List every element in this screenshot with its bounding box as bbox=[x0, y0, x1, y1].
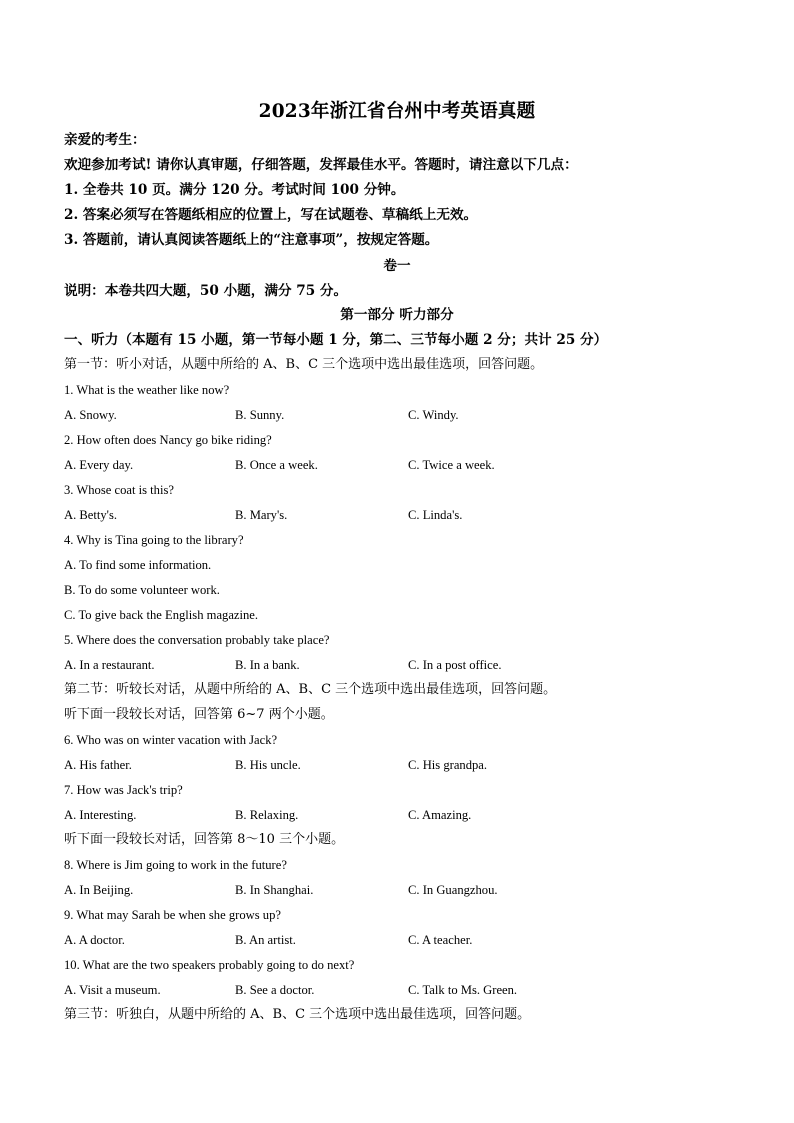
q10-option-a: A. Visit a museum. bbox=[64, 983, 161, 997]
q6-option-b: B. His uncle. bbox=[235, 758, 301, 772]
q1-option-b: B. Sunny. bbox=[235, 408, 285, 422]
question-5: 5. Where does the conversation probably take place? bbox=[64, 633, 330, 647]
q6-option-a: A. His father. bbox=[64, 758, 132, 772]
part-label: 第一部分 听力部分 bbox=[340, 307, 454, 323]
q9-option-a: A. A doctor. bbox=[64, 933, 125, 947]
q2-option-b: B. Once a week. bbox=[235, 458, 318, 472]
dialog2-instruction: 听下面一段较长对话，回答第 8～10 三个小题。 bbox=[64, 832, 345, 847]
section1-instruction: 第一节：听小对话，从题中所给的 A、B、C 三个选项中选出最佳选项，回答问题。 bbox=[64, 357, 544, 372]
volume-label: 卷一 bbox=[383, 258, 411, 274]
note-3: 3. 答题前，请认真阅读答题纸上的“注意事项”，按规定答题。 bbox=[64, 232, 439, 248]
greeting: 亲爱的考生： bbox=[64, 132, 146, 148]
q10-option-c: C. Talk to Ms. Green. bbox=[408, 983, 518, 997]
question-10: 10. What are the two speakers probably going to do next? bbox=[64, 958, 355, 972]
question-3: 3. Whose coat is this? bbox=[64, 483, 174, 497]
q7-option-a: A. Interesting. bbox=[64, 808, 137, 822]
q8-option-c: C. In Guangzhou. bbox=[408, 883, 498, 897]
q7-option-c: C. Amazing. bbox=[408, 808, 472, 822]
q5-option-c: C. In a post office. bbox=[408, 658, 502, 672]
question-1: 1. What is the weather like now? bbox=[64, 383, 230, 397]
section3-instruction: 第三节：听独白，从题中所给的 A、B、C 三个选项中选出最佳选项，回答问题。 bbox=[64, 1007, 531, 1022]
q1-option-c: C. Windy. bbox=[408, 408, 459, 422]
section-heading: 一、听力（本题有 15 小题，第一节每小题 1 分，第二、三节每小题 2 分；共计 25 分） bbox=[64, 332, 608, 348]
page-title: 2023年浙江省台州中考英语真题 bbox=[258, 101, 536, 122]
q5-option-a: A. In a restaurant. bbox=[64, 658, 155, 672]
q10-option-b: B. See a doctor. bbox=[235, 983, 315, 997]
q9-option-b: B. An artist. bbox=[235, 933, 296, 947]
note-1: 1. 全卷共 10 页。满分 120 分。考试时间 100 分钟。 bbox=[64, 182, 405, 198]
q3-option-b: B. Mary's. bbox=[235, 508, 288, 522]
q4-option-c: C. To give back the English magazine. bbox=[64, 608, 259, 622]
q4-option-a: A. To find some information. bbox=[64, 558, 212, 572]
question-4: 4. Why is Tina going to the library? bbox=[64, 533, 244, 547]
q7-option-b: B. Relaxing. bbox=[235, 808, 299, 822]
q5-option-b: B. In a bank. bbox=[235, 658, 300, 672]
question-9: 9. What may Sarah be when she grows up? bbox=[64, 908, 281, 922]
question-6: 6. Who was on winter vacation with Jack? bbox=[64, 733, 278, 747]
q2-option-c: C. Twice a week. bbox=[408, 458, 495, 472]
q6-option-c: C. His grandpa. bbox=[408, 758, 488, 772]
q3-option-c: C. Linda's. bbox=[408, 508, 463, 522]
q2-option-a: A. Every day. bbox=[64, 458, 134, 472]
q8-option-b: B. In Shanghai. bbox=[235, 883, 314, 897]
q8-option-a: A. In Beijing. bbox=[64, 883, 134, 897]
welcome-text: 欢迎参加考试! 请你认真审题，仔细答题，发挥最佳水平。答题时，请注意以下几点： bbox=[64, 157, 578, 173]
section2-instruction: 第二节：听较长对话，从题中所给的 A、B、C 三个选项中选出最佳选项，回答问题。 bbox=[64, 682, 557, 697]
question-2: 2. How often does Nancy go bike riding? bbox=[64, 433, 272, 447]
q9-option-c: C. A teacher. bbox=[408, 933, 473, 947]
volume-note: 说明：本卷共四大题，50 小题，满分 75 分。 bbox=[64, 283, 348, 299]
q1-option-a: A. Snowy. bbox=[64, 408, 117, 422]
q3-option-a: A. Betty's. bbox=[64, 508, 117, 522]
dialog1-instruction: 听下面一段较长对话，回答第 6~7 两个小题。 bbox=[64, 707, 334, 722]
question-7: 7. How was Jack's trip? bbox=[64, 783, 183, 797]
q4-option-b: B. To do some volunteer work. bbox=[64, 583, 220, 597]
note-2: 2. 答案必须写在答题纸相应的位置上，写在试题卷、草稿纸上无效。 bbox=[64, 207, 478, 223]
question-8: 8. Where is Jim going to work in the future? bbox=[64, 858, 287, 872]
